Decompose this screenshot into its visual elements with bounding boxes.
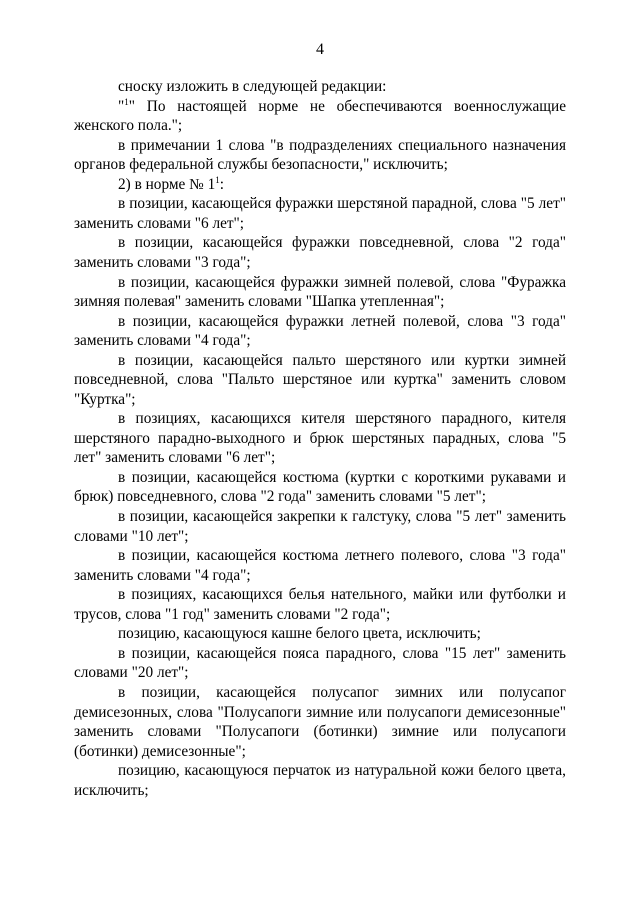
paragraph: в позиции, касающейся костюма летнего полевого, слова "3 года" заменить словами "4 года"; bbox=[74, 547, 566, 584]
paragraph: в позициях, касающихся кителя шерстяного парадного, кителя шерстяного парадно-выходного и брюк шерстяных парадных, слова "5 лет" заменить словами "6 лет"; bbox=[74, 410, 566, 467]
paragraph: в позиции, касающейся фуражки повседневной, слова "2 года" заменить словами "3 года"; bbox=[74, 234, 566, 271]
paragraph-text: " По настоящей норме не обеспечиваются военнослужащие женского пола."; bbox=[74, 97, 566, 135]
paragraph: в позиции, касающейся фуражки зимней полевой, слова "Фуражка зимняя полевая" заменить словами "Шапка утепленная"; bbox=[74, 273, 566, 311]
paragraph: позицию, касающуюся кашне белого цвета, исключить; bbox=[118, 625, 481, 643]
paragraph: в позиции, касающейся костюма (куртки с короткими рукавами и брюк) повседневного, слова "2 года" заменить словами "5 лет"; bbox=[74, 468, 566, 506]
norm-superscript: 1 bbox=[215, 174, 220, 185]
paragraph: в позиции, касающейся пояса парадного, слова "15 лет" заменить словами "20 лет"; bbox=[74, 644, 566, 682]
document-body bbox=[74, 77, 566, 800]
paragraph: в позициях, касающихся белья нательного, майки или футболки и трусов, слова "1 год" заменить словами "2 года"; bbox=[74, 586, 566, 623]
norm-heading-colon: : bbox=[219, 175, 224, 193]
paragraph: в позиции, касающейся полусапог зимних или полусапог демисезонных, слова "Полусапоги зимние или полусапоги демисезонные" заменить словами "Полусапоги (ботинки) зимние или полусапоги (ботинки) демисезонные"; bbox=[74, 684, 566, 760]
paragraph: позицию, касающуюся перчаток из натуральной кожи белого цвета, исключить; bbox=[74, 762, 566, 799]
paragraph: сноску изложить в следующей редакции: bbox=[118, 78, 387, 95]
paragraph: в позиции, касающейся закрепки к галстуку, слова "5 лет" заменить словами "10 лет"; bbox=[74, 508, 566, 545]
paragraph: в позиции, касающейся фуражки шерстяной парадной, слова "5 лет" заменить словами "6 лет"; bbox=[74, 195, 566, 232]
norm-heading-text: 2) в норме № 1 bbox=[118, 175, 216, 193]
paragraph: в позиции, касающейся пальто шерстяного или куртки зимней повседневной, слова "Пальто шерстяное или куртка" заменить словом "Куртка"; bbox=[74, 351, 566, 408]
paragraph: в позиции, касающейся фуражки летней полевой, слова "3 года" заменить словами "4 года"; bbox=[74, 312, 566, 350]
page-number: 4 bbox=[316, 41, 324, 58]
paragraph: в примечании 1 слова "в подразделениях специального назначения органов федеральной службы безопасности," исключить; bbox=[74, 136, 566, 174]
paragraph-footnote-quote: "$^1$" По настоящей норме не обеспечиваются военнослужащие женского пола."; bbox=[74, 96, 566, 135]
footnote-marker: 1 bbox=[124, 96, 129, 107]
paragraph-norm-heading bbox=[74, 175, 566, 195]
